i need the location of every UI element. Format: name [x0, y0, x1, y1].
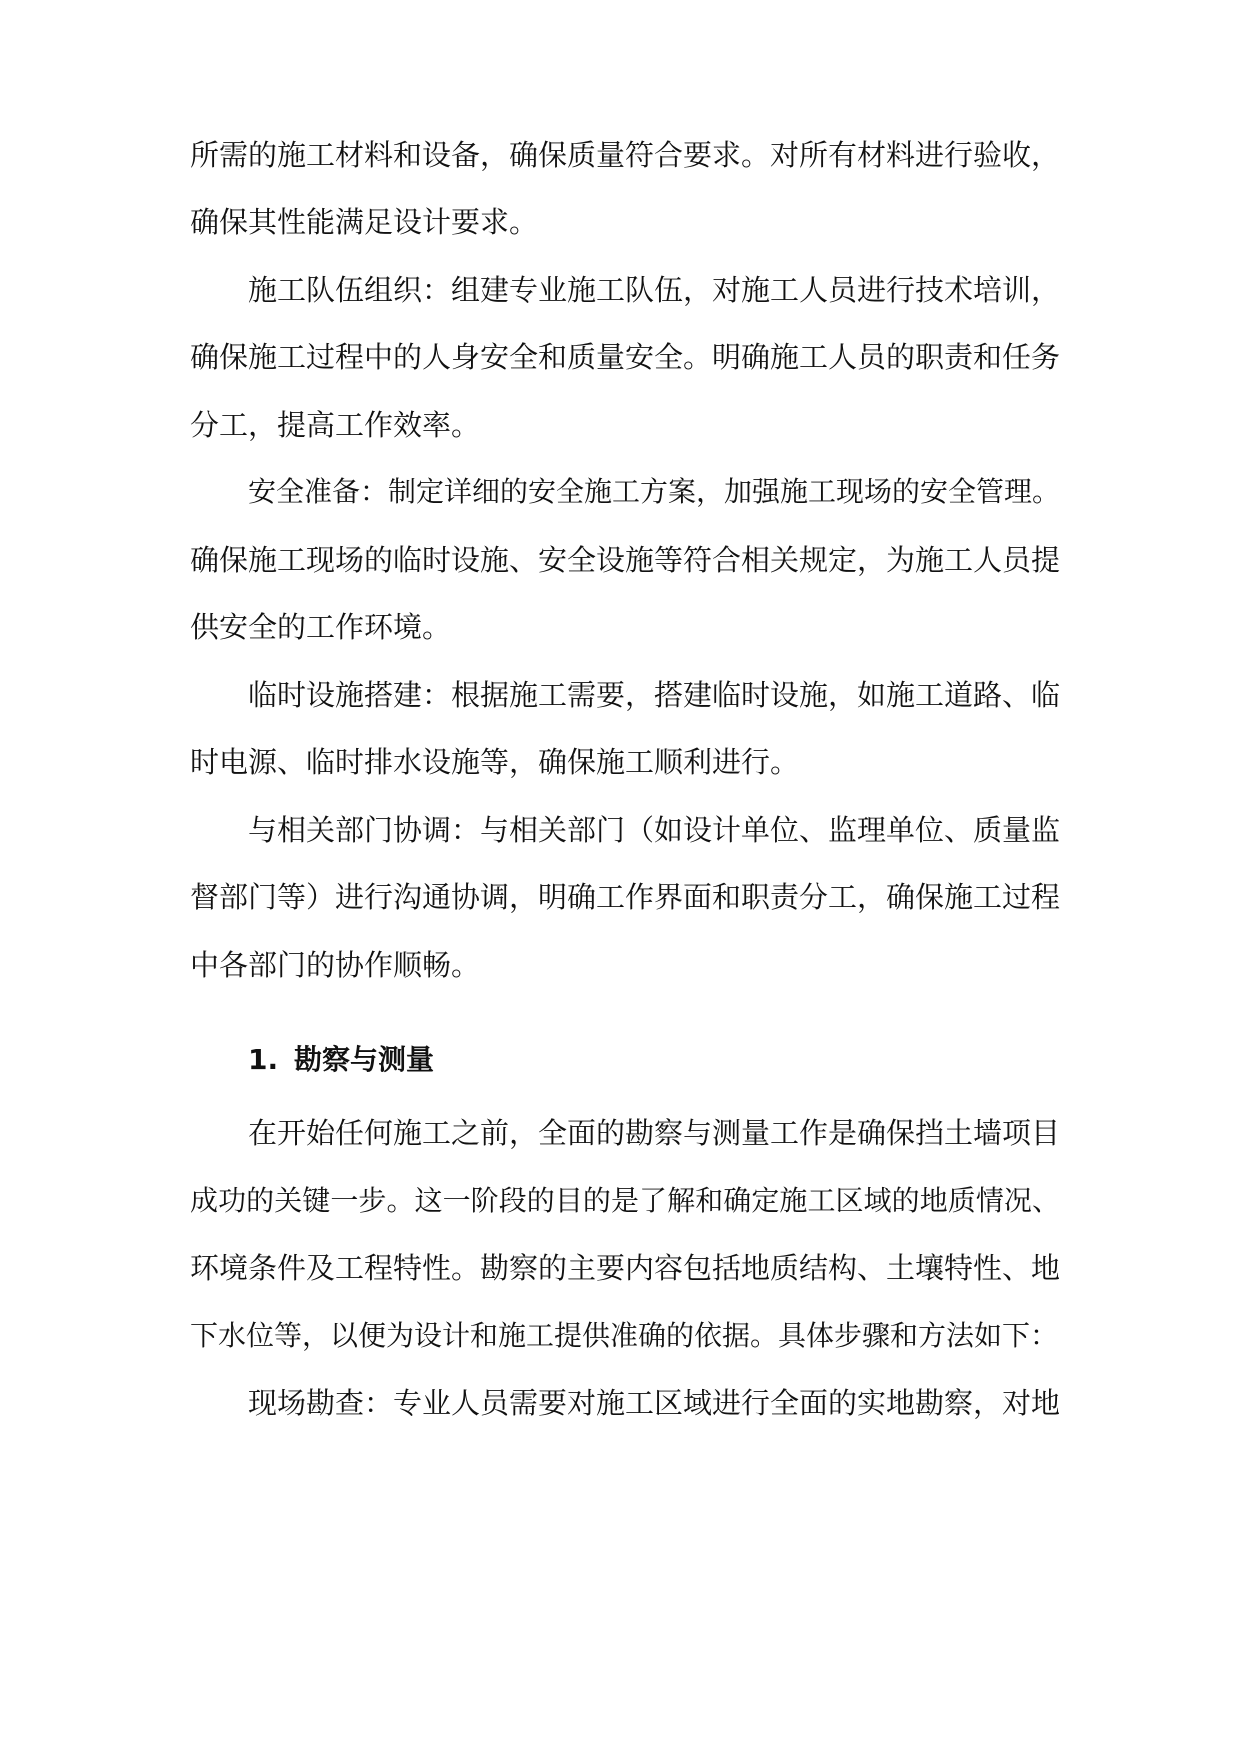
- paragraph-line: 与相关部门协调：与相关部门（如设计单位、监理单位、质量监: [248, 813, 1061, 847]
- paragraph-line: 分工，提高工作效率。: [190, 408, 481, 442]
- section-number: 1.: [248, 1043, 279, 1076]
- paragraph-line: 安全准备：制定详细的安全施工方案，加强施工现场的安全管理。: [248, 475, 1061, 508]
- paragraph-line: 成功的关键一步。这一阶段的目的是了解和确定施工区域的地质情况、: [190, 1184, 1060, 1217]
- paragraph-line: 时电源、临时排水设施等，确保施工顺利进行。: [190, 745, 800, 779]
- paragraph-line: 供安全的工作环境。: [190, 610, 452, 644]
- paragraph-line: 环境条件及工程特性。勘察的主要内容包括地质结构、土壤特性、地: [190, 1251, 1061, 1285]
- paragraph-line: 所需的施工材料和设备，确保质量符合要求。对所有材料进行验收，: [190, 138, 1061, 172]
- paragraph-line: 确保施工现场的临时设施、安全设施等符合相关规定，为施工人员提: [190, 543, 1061, 577]
- paragraph-line: 在开始任何施工之前，全面的勘察与测量工作是确保挡土墙项目: [248, 1116, 1061, 1150]
- paragraph-line: 中各部门的协作顺畅。: [190, 948, 481, 982]
- section-heading: [248, 1040, 434, 1080]
- paragraph-line: 确保施工过程中的人身安全和质量安全。明确施工人员的职责和任务: [190, 340, 1061, 374]
- paragraph-line: 临时设施搭建：根据施工需要，搭建临时设施，如施工道路、临: [248, 678, 1061, 712]
- paragraph-line: 现场勘查：专业人员需要对施工区域进行全面的实地勘察，对地: [248, 1386, 1061, 1420]
- paragraph-line: 下水位等，以便为设计和施工提供准确的依据。具体步骤和方法如下：: [190, 1319, 1059, 1352]
- paragraph-line: 督部门等）进行沟通协调，明确工作界面和职责分工，确保施工过程: [190, 880, 1061, 914]
- section-title: 勘察与测量: [294, 1043, 435, 1076]
- paragraph-line: 施工队伍组织：组建专业施工队伍，对施工人员进行技术培训，: [248, 273, 1061, 307]
- paragraph-line: 确保其性能满足设计要求。: [190, 205, 539, 239]
